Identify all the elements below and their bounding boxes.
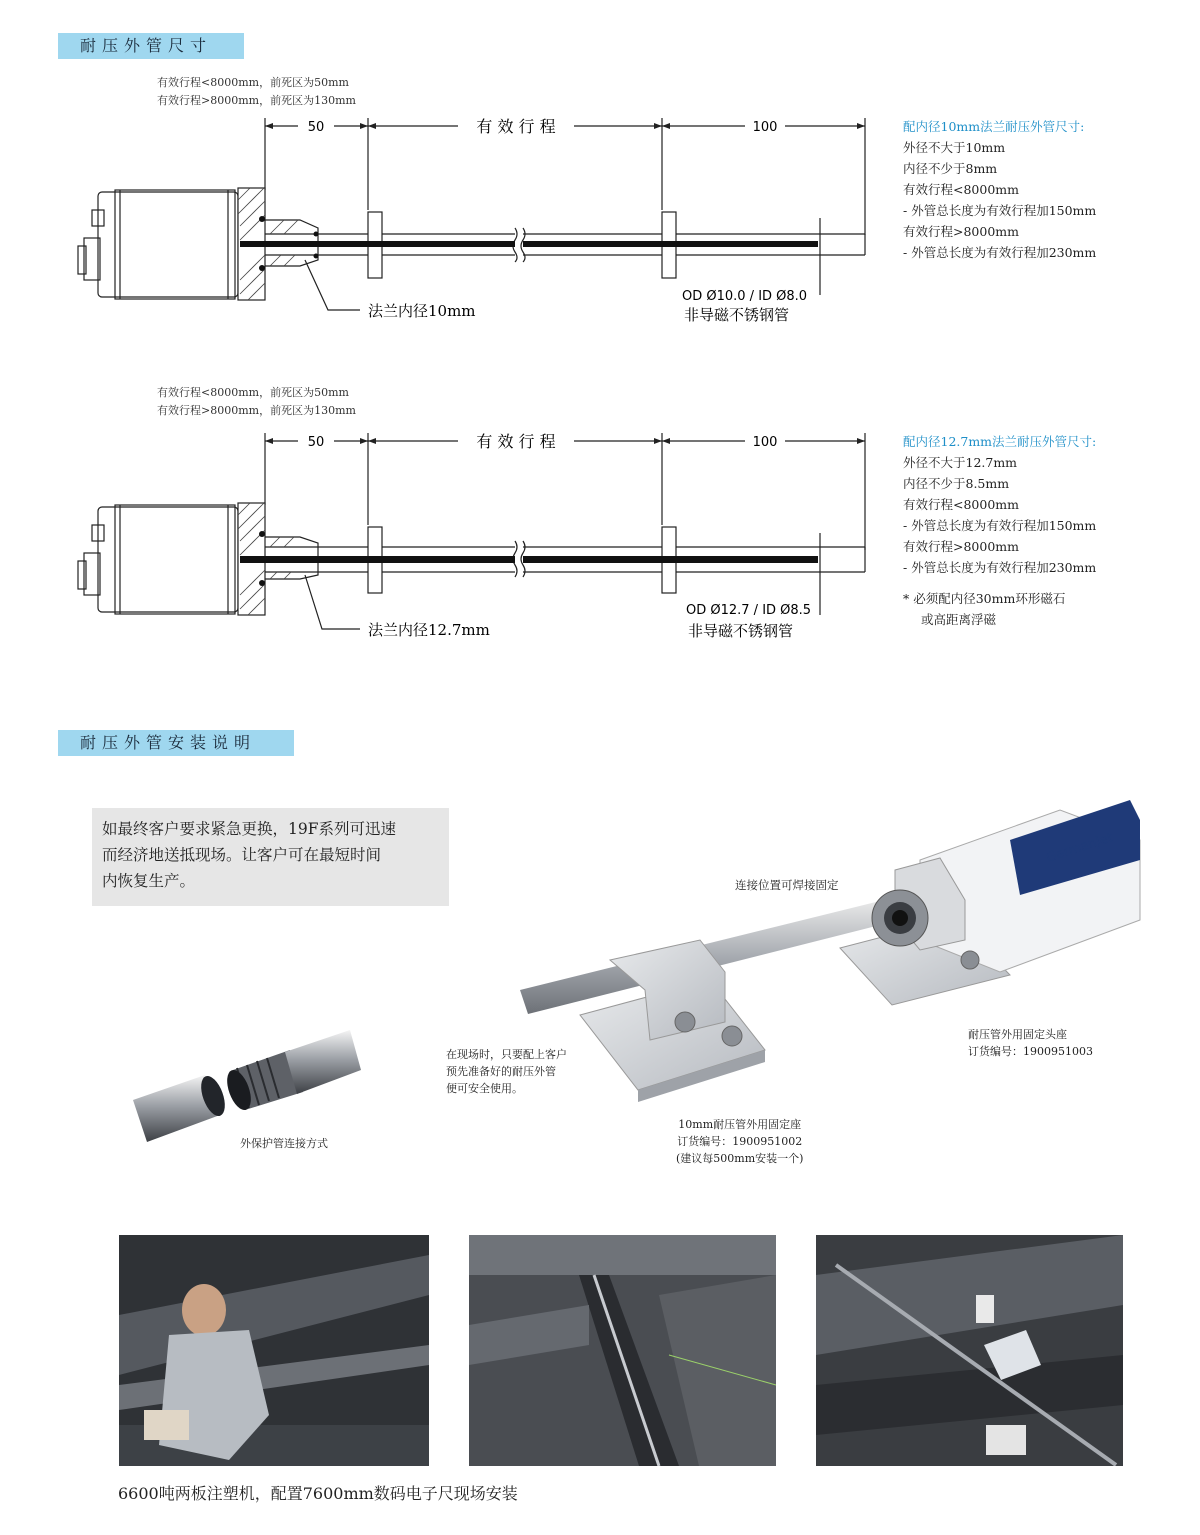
diagram2-tube-label: 非导磁不锈钢管 bbox=[688, 622, 794, 640]
mount-caption bbox=[676, 1116, 803, 1167]
diagram1-dim-right: 100 bbox=[752, 120, 778, 135]
spec2-line: 外径不大于12.7mm bbox=[903, 455, 1018, 470]
head-line: 耐压管外用固定头座 bbox=[968, 1028, 1067, 1041]
diagram2-dim-right: 100 bbox=[752, 435, 778, 450]
mount-line: 10mm耐压管外用固定座 bbox=[678, 1118, 802, 1131]
pipe-caption: 外保护管连接方式 bbox=[240, 1137, 328, 1150]
head-mount-caption bbox=[968, 1026, 1093, 1060]
diagram2-od-label: OD Ø12.7 / ID Ø8.5 bbox=[686, 603, 812, 618]
sensor-tube-diagram-2 bbox=[0, 425, 900, 655]
spec2-line: 有效行程>8000mm bbox=[903, 539, 1019, 554]
brand-label: GermanJet bbox=[1044, 830, 1115, 866]
diagram2-dim-left: 50 bbox=[307, 435, 325, 450]
diagram2-note2: 有效行程>8000mm，前死区为130mm bbox=[157, 404, 356, 417]
spec2-line: 内径不少于8.5mm bbox=[903, 476, 1010, 491]
box-line: 如最终客户要求紧急更换，19F系列可迅速 bbox=[102, 820, 396, 838]
spec2-magnet-note: * 必须配内径30mm环形磁石 bbox=[903, 591, 1066, 606]
installation-photo-2 bbox=[469, 1235, 776, 1466]
mount-line: (建议每500mm安装一个) bbox=[676, 1152, 804, 1165]
diagram2-flange-label: 法兰内径12.7mm bbox=[368, 621, 490, 639]
installation-photo-1 bbox=[119, 1235, 429, 1466]
diagram2-notes bbox=[157, 384, 356, 420]
diagram1-od-label: OD Ø10.0 / ID Ø8.0 bbox=[682, 289, 808, 304]
diagram1-dim-mid: 有 效 行 程 bbox=[476, 117, 556, 136]
section-title-installation: 耐压外管安装说明 bbox=[58, 730, 294, 756]
spec2-heading: 配内径12.7mm法兰耐压外管尺寸: bbox=[903, 434, 1097, 449]
spec2-line: - 外管总长度为有效行程加150mm bbox=[903, 518, 1097, 533]
spec2-line: 有效行程<8000mm bbox=[903, 497, 1019, 512]
weld-label: 连接位置可焊接固定 bbox=[735, 878, 839, 892]
diagram2-note1: 有效行程<8000mm，前死区为50mm bbox=[157, 386, 349, 399]
mounting-product-illustration bbox=[500, 800, 1150, 1130]
pipe-connection-illustration bbox=[125, 1020, 365, 1150]
emergency-replacement-note bbox=[92, 808, 449, 906]
diagram1-note1: 有效行程<8000mm，前死区为50mm bbox=[157, 76, 349, 89]
spec2-magnet-note-2: 或高距离浮磁 bbox=[921, 612, 997, 627]
diagram1-notes bbox=[157, 74, 356, 110]
box-line: 而经济地送抵现场。让客户可在最短时间 bbox=[102, 846, 382, 864]
diagram1-dim-left: 50 bbox=[307, 120, 325, 135]
section-title-dimensions: 耐压外管尺寸 bbox=[58, 33, 244, 59]
mount-line: 订货编号：1900951002 bbox=[677, 1135, 803, 1148]
diagram2-dim-mid: 有 效 行 程 bbox=[476, 432, 556, 451]
diagram1-flange-label: 法兰内径10mm bbox=[368, 302, 476, 320]
head-line: 订货编号：1900951003 bbox=[968, 1045, 1093, 1058]
spec-block-1 bbox=[903, 116, 1096, 263]
spec1-line: 有效行程<8000mm bbox=[903, 182, 1019, 197]
site-usage-note bbox=[446, 1046, 567, 1097]
installation-caption: 6600吨两板注塑机，配置7600mm数码电子尺现场安装 bbox=[118, 1484, 518, 1503]
spec1-line: - 外管总长度为有效行程加150mm bbox=[903, 203, 1097, 218]
spec-block-2 bbox=[903, 431, 1096, 630]
spec1-heading: 配内径10mm法兰耐压外管尺寸: bbox=[903, 119, 1085, 134]
box-line: 内恢复生产。 bbox=[102, 872, 196, 890]
site-line: 便可安全使用。 bbox=[446, 1082, 523, 1095]
installation-photo-3 bbox=[816, 1235, 1123, 1466]
spec1-line: 外径不大于10mm bbox=[903, 140, 1006, 155]
sensor-tube-diagram-1 bbox=[0, 110, 900, 340]
diagram1-tube-label: 非导磁不锈钢管 bbox=[684, 306, 790, 324]
spec1-line: 内径不少于8mm bbox=[903, 161, 998, 176]
spec1-line: - 外管总长度为有效行程加230mm bbox=[903, 245, 1097, 260]
site-line: 在现场时，只要配上客户 bbox=[446, 1048, 567, 1061]
diagram1-note2: 有效行程>8000mm，前死区为130mm bbox=[157, 94, 356, 107]
spec2-line: - 外管总长度为有效行程加230mm bbox=[903, 560, 1097, 575]
site-line: 预先准备好的耐压外管 bbox=[446, 1065, 556, 1078]
spec1-line: 有效行程>8000mm bbox=[903, 224, 1019, 239]
